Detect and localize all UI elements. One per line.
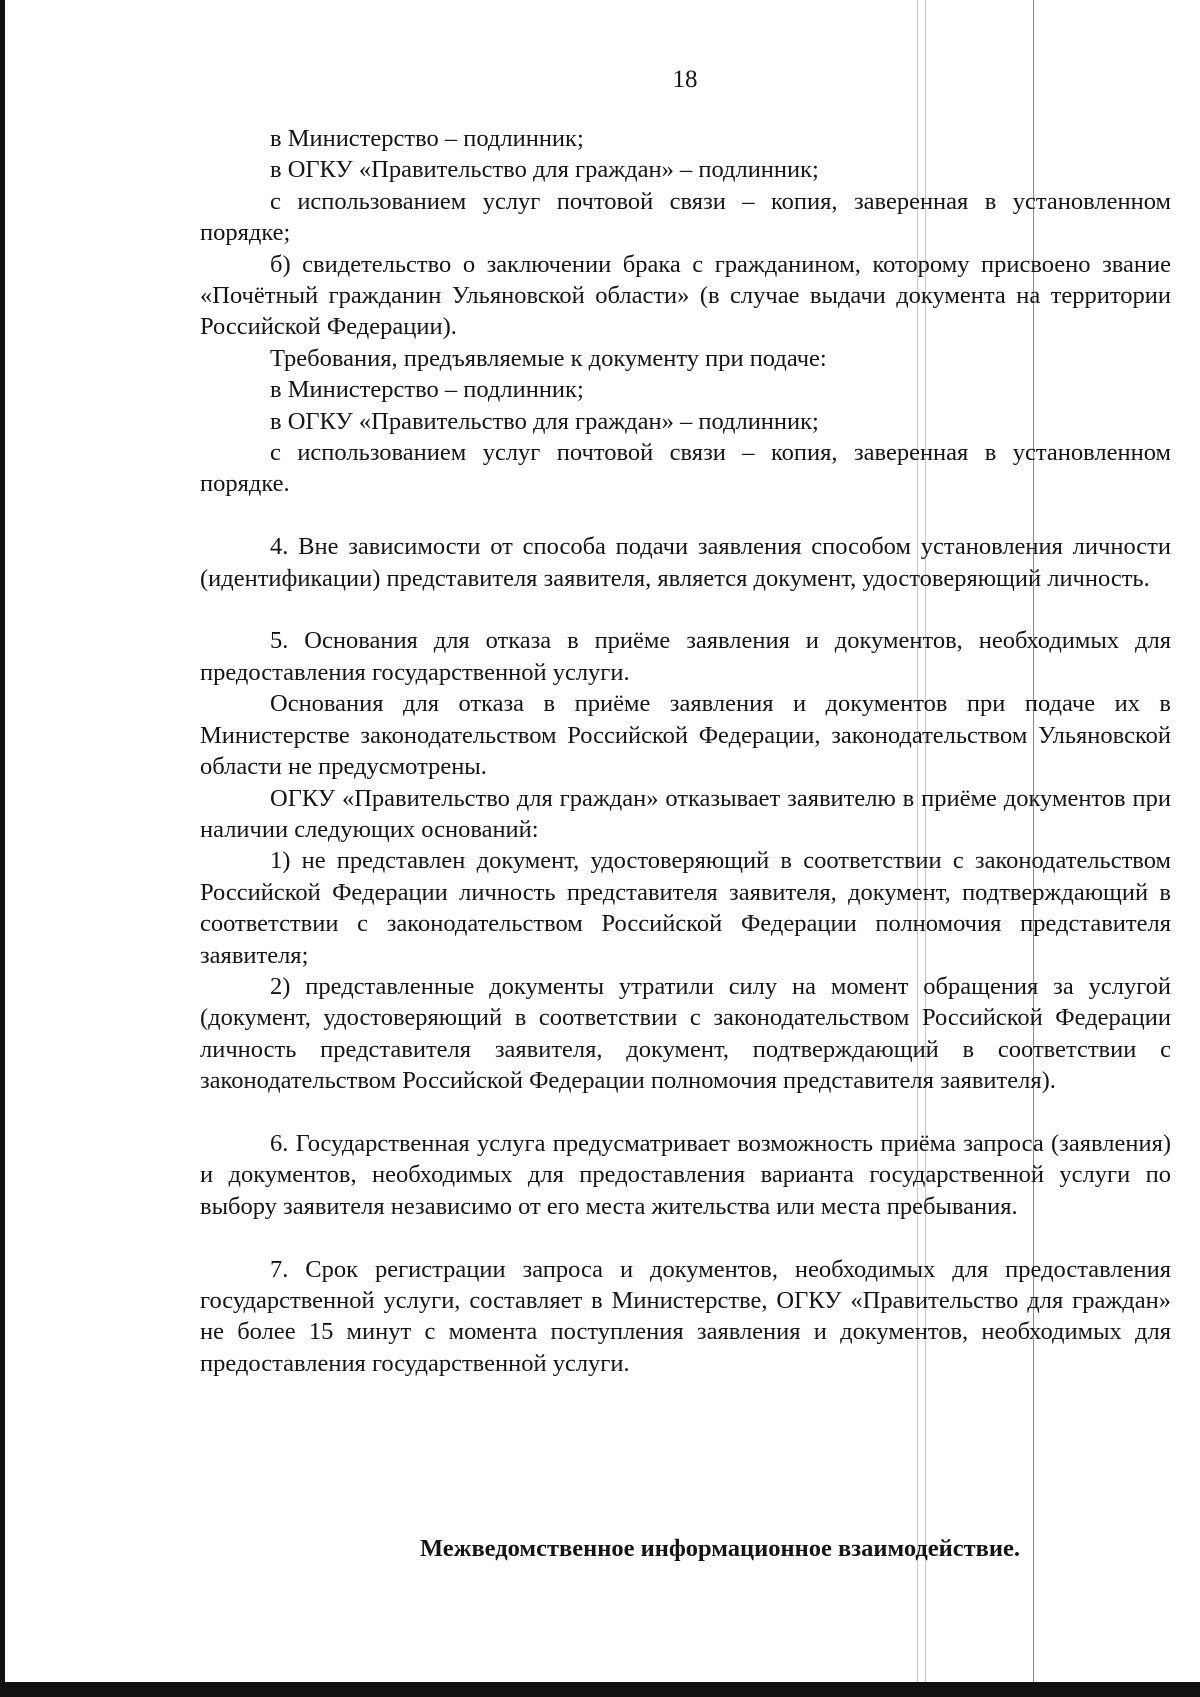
paragraph: с использованием услуг почтовой связи – копия, заверенная в установленном порядке. — [200, 439, 1171, 498]
paragraph: б) свидетельство о заключении брака с гражданином, которому присвоено звание «Почётный гражданин Ульяновской области» (в случае выдачи документа на территории Российской Федерации). — [200, 250, 1171, 341]
paragraph: с использованием услуг почтовой связи – копия, заверенная в установленном порядке; — [200, 187, 1171, 247]
paragraph: Требования, предъявляемые к документу при подаче: — [270, 344, 827, 372]
paragraph: 1) не представлен документ, удостоверяющий в соответствии с законодательством Российской Федерации личность представителя заявителя, документ, подтверждающий в соответствии с законодательством Российской Федерации полномочия представителя заявителя; — [200, 847, 1171, 969]
paragraph: в Министерство – подлинник; — [270, 376, 584, 404]
paragraph: 2) представленные документы утратили силу на момент обращения за услугой (документ, удостоверяющий в соответствии с законодательством Российской Федерации личность представителя заявителя, документ, подтверждающий в соответствии с законодательством Российской Федерации полномочия представителя заявителя). — [200, 972, 1171, 1095]
paragraph: 4. Вне зависимости от способа подачи заявления способом установления личности (идентификации) представителя заявителя, является документ, удостоверяющий личность. — [200, 533, 1171, 592]
paragraph: 7. Срок регистрации запроса и документов, необходимых для предоставления государственной услуги, составляет в Министерстве, ОГКУ «Правительство для граждан» не более 15 минут с момента поступления заявления и документов, необходимых для предоставления государственной услуги. — [200, 1255, 1171, 1377]
paragraph: ОГКУ «Правительство для граждан» отказывает заявителю в приёме документов при наличии следующих оснований: — [200, 784, 1171, 843]
paragraph: в ОГКУ «Правительство для граждан» – подлинник; — [270, 407, 819, 435]
scan-bottom-edge — [0, 1682, 1200, 1697]
paragraph: 5. Основания для отказа в приёме заявления и документов, необходимых для предоставления государственной услуги. — [200, 627, 1171, 686]
scan-left-edge — [0, 0, 5, 1684]
section-heading: Межведомственное информационное взаимодействие. — [420, 1535, 1020, 1562]
paragraph: в ОГКУ «Правительство для граждан» – подлинник; — [270, 156, 819, 184]
page-number: 18 — [672, 66, 698, 93]
paragraph: Основания для отказа в приёме заявления и документов при подаче их в Министерстве законодательством Российской Федерации, законодательством Ульяновской области не предусмотрены. — [200, 690, 1171, 781]
paragraph: в Министерство – подлинник; — [270, 125, 584, 152]
paragraph: 6. Государственная услуга предусматривает возможность приёма запроса (заявления) и документов, необходимых для предоставления варианта государственной услуги по выбору заявителя независимо от его места жительства или места пребывания. — [200, 1129, 1171, 1220]
document-body — [200, 123, 1171, 1379]
